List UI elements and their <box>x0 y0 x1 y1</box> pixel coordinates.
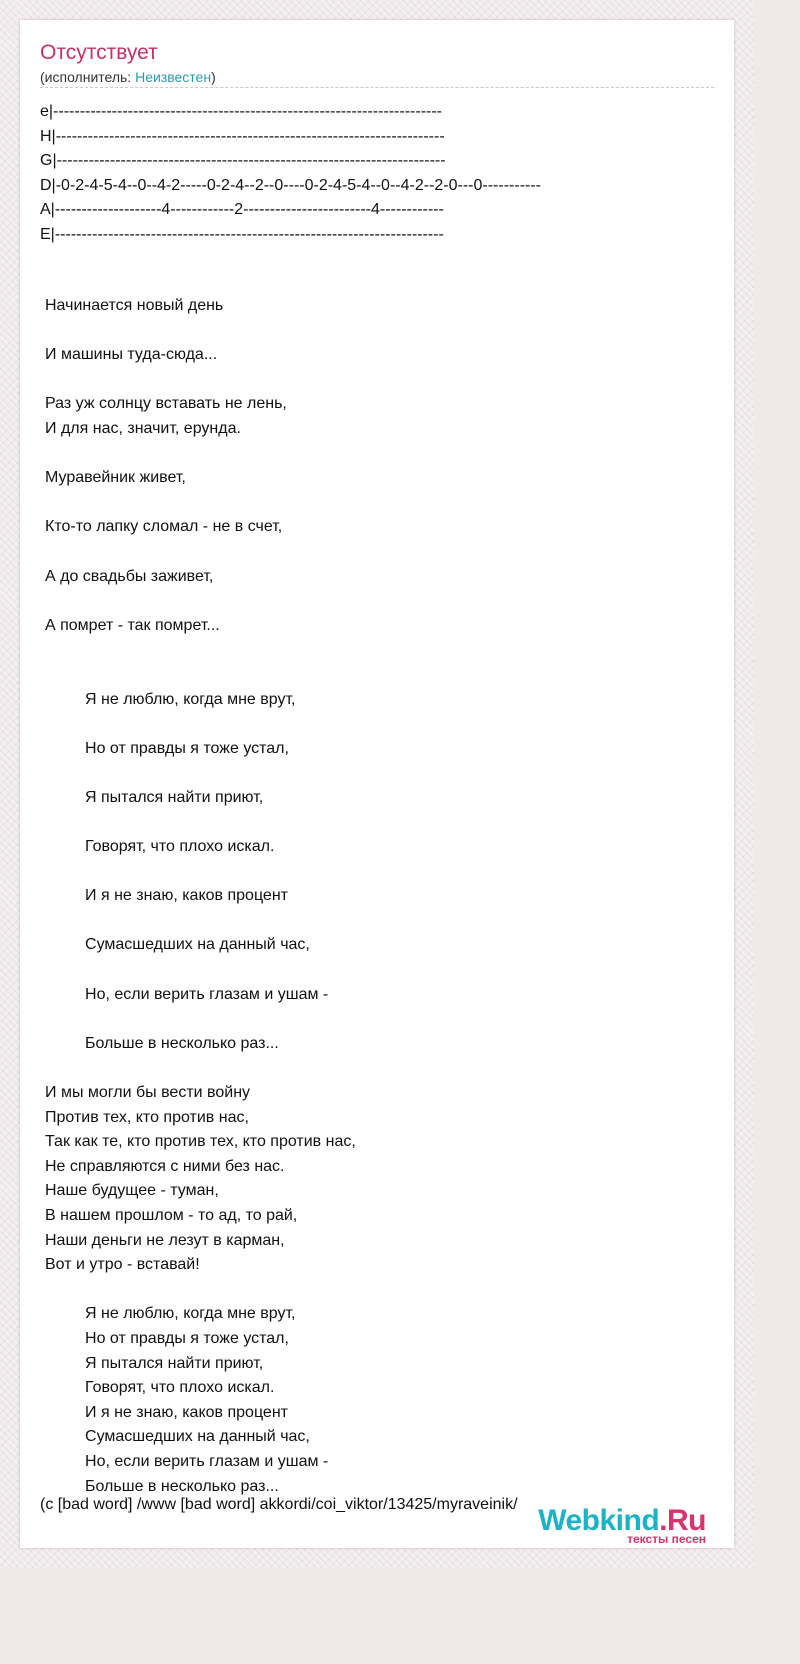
tablature: e|------------------------------------------------------------------------- H|------------------------------------------------------------------------- G|------------------------------------------------------------------------- D|-0-2-4-5-4--0--4-2-----0-2-4--2--0----0-2-4-5-4--0--4-2--2-0---0----------- A|--------------------4------------2------------------------4------------ E|------------------------------------------------------------------------- <box>40 103 542 243</box>
lyrics-text: Начинается новый день И машины туда-сюда... Раз уж солнцу вставать не лень, И для нас, значит, ерунда. Муравейник живет, Кто-то лапку сломал - не в счет, А до свадьбы заживет, А помрет - так помрет... Я не люблю, когда мне врут, Но от правды я тоже устал, Я пытался найти приют, Говорят, что плохо искал. И я не знаю, каков процент Сумасшедших на данный час, Но, если верить глазам и ушам - Больше в несколько раз... И мы могли бы вести войну Против тех, кто против нас, Так как те, кто против тех, кто против нас, Не справляются с ними без нас. Наше будущее - туман, В нашем прошлом - то ад, то рай, Наши деньги не лезут в карман, Вот и утро - вставай! Я не люблю, когда мне врут, Но от правды я тоже устал, Я пытался найти приют, Говорят, что плохо искал. И я не знаю, каков процент Сумасшедших на данный час, Но, если верить глазам и ушам - Больше в несколько раз... <box>45 297 356 1495</box>
song-page <box>20 20 734 1548</box>
artist-suffix: ) <box>211 69 216 85</box>
song-title: Отсутствует <box>40 41 158 64</box>
header-divider <box>40 87 714 88</box>
logo-brand: Webkind <box>538 1504 660 1537</box>
logo-tagline: тексты песен <box>627 1532 706 1546</box>
site-logo[interactable] <box>538 1504 706 1546</box>
artist-prefix: (исполнитель: <box>40 69 136 85</box>
artist-line <box>40 68 216 86</box>
artist-link[interactable]: Неизвестен <box>135 69 212 85</box>
source-line: (c [bad word] /www [bad word] akkordi/coi_viktor/13425/myraveinik/ <box>40 1496 518 1513</box>
logo-tld: .Ru <box>659 1504 706 1537</box>
